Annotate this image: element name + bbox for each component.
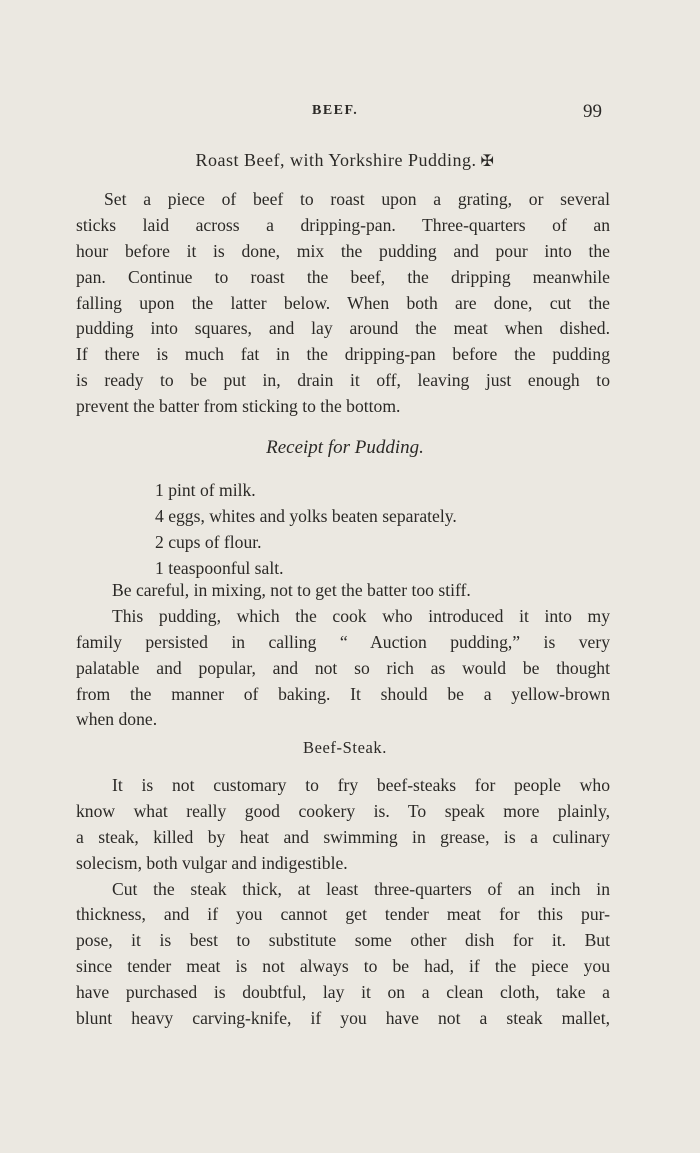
text-line: pudding into squares, and lay around the meat when dished. xyxy=(76,318,610,339)
text-line: when done. xyxy=(76,709,158,730)
text-line: Set a piece of beef to roast upon a grating, or several xyxy=(104,189,610,209)
pudding-receipt-heading: Receipt for Pudding. xyxy=(266,437,424,458)
text-line: This pudding, which the cook who introduced it into my xyxy=(112,605,610,626)
beef-steak-paragraph xyxy=(76,773,610,1032)
text-line: If there is much fat in the dripping-pan before the pudding xyxy=(76,344,610,365)
text-line: from the manner of baking. It should be a yellow-brown xyxy=(76,683,610,704)
ingredient-item: 1 pint of milk. xyxy=(155,480,256,500)
page-number: 99 xyxy=(583,101,602,122)
recipe-title-roast-beef xyxy=(80,150,610,171)
text-line: Be careful, in mixing, not to get the batter too stiff. xyxy=(112,580,471,600)
text-line: It is not customary to fry beef-steaks for people who xyxy=(112,775,610,795)
text-line: have purchased is doubtful, lay it on a clean cloth, take a xyxy=(76,982,610,1003)
page-header xyxy=(0,103,700,129)
running-head: BEEF. xyxy=(312,103,359,118)
text-line: prevent the batter from sticking to the bottom. xyxy=(76,396,401,417)
roast-beef-paragraph xyxy=(76,187,610,420)
text-line: sticks laid across a dripping-pan. Three-quarters of an xyxy=(76,214,610,235)
ingredient-list xyxy=(155,477,555,581)
text-line: solecism, both vulgar and indigestible. xyxy=(76,852,348,873)
cross-ornament-icon: ✠ xyxy=(480,153,495,170)
text-line: pan. Continue to roast the beef, the dripping meanwhile xyxy=(76,266,610,287)
text-line: hour before it is done, mix the pudding and pour into the xyxy=(76,240,610,261)
text-line: know what really good cookery is. To speak more plainly, xyxy=(76,800,610,821)
ingredient-item: 1 teaspoonful salt. xyxy=(155,558,284,578)
text-line: palatable and popular, and not so rich as would be thought xyxy=(76,657,610,678)
section-heading-beef-steak: Beef-Steak. xyxy=(302,738,388,757)
text-line: since tender meat is not always to be had, if the piece you xyxy=(76,956,610,977)
pudding-notes-paragraph xyxy=(76,578,610,733)
text-line: thickness, and if you cannot get tender meat for this pur- xyxy=(76,904,610,925)
text-line: family persisted in calling “ Auction pudding,” is very xyxy=(76,631,610,652)
text-line: falling upon the latter below. When both are done, cut the xyxy=(76,292,610,313)
ingredient-item: 2 cups of flour. xyxy=(155,532,262,552)
text-line: a steak, killed by heat and swimming in grease, is a culinary xyxy=(76,826,610,847)
text-line: pose, it is best to substitute some other dish for it. But xyxy=(76,930,610,951)
text-line: is ready to be put in, drain it off, leaving just enough to xyxy=(76,370,610,391)
text-line: blunt heavy carving-knife, if you have not a steak mallet, xyxy=(76,1008,610,1029)
recipe-title-text: Roast Beef, with Yorkshire Pudding. xyxy=(195,150,477,170)
ingredient-item: 4 eggs, whites and yolks beaten separately. xyxy=(155,506,457,526)
text-line: Cut the steak thick, at least three-quarters of an inch in xyxy=(112,878,610,899)
